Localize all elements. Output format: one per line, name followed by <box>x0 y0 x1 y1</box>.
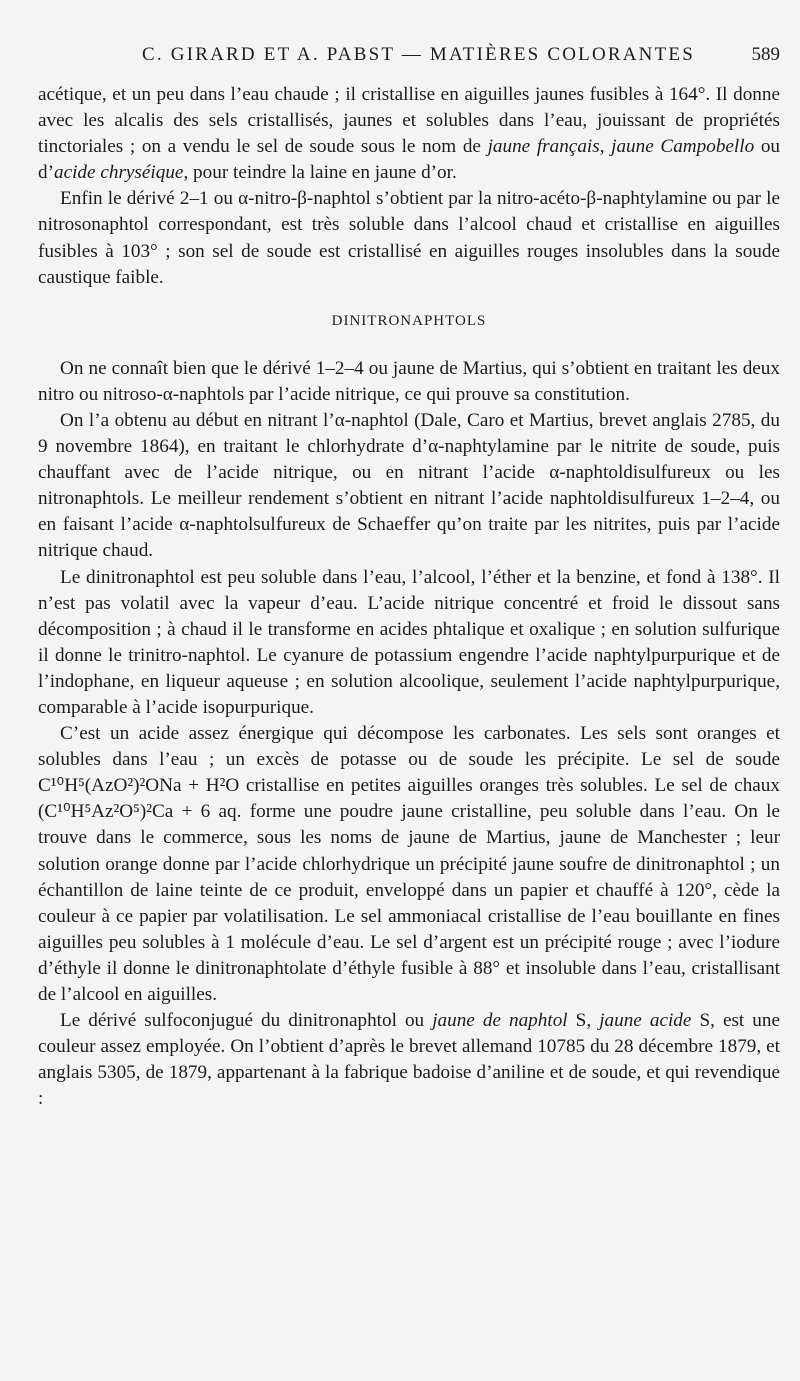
paragraph-2 <box>38 186 780 290</box>
running-title: C. GIRARD ET A. PABST — MATIÈRES COLORANTES <box>142 44 695 65</box>
body-text <box>38 82 780 1112</box>
paragraph-4-text: On l’a obtenu au début en nitrant l’α-naphtol (Dale, Caro et Martius, brevet anglais 2785, du 9 novembre 1864), en traitant le chlorhydrate d’α-naphtylamine par le nitrite de soude, puis chauffant avec de l’acide nitrique, ou en nitrant l’acide α-naphtoldisulfureux ou les nitronaphtols. Le meilleur rendement s’obtient en nitrant l’acide naphtoldisulfureux 1–2–4, ou en faisant l’acide α-naphtolsulfureux de Schaeffer qu’on traite par les nitrites, puis par l’acide nitrique chaud. <box>38 409 780 562</box>
paragraph-3-text: On ne connaît bien que le dérivé 1–2–4 ou jaune de Martius, qui s’obtient en traitant les deux nitro ou nitroso-α-naphtols par l’acide nitrique, ce qui prouve sa constitution. <box>38 357 780 405</box>
section-heading: DINITRONAPHTOLS <box>331 312 487 329</box>
paragraph-1-text-b: ou d’ <box>38 136 781 184</box>
paragraph-7-text-a: Le dérivé sulfoconjugué du dinitronaphtol ou <box>60 1010 433 1032</box>
paragraph-6 <box>38 721 780 1008</box>
page-number: 589 <box>751 44 780 65</box>
paragraph-1 <box>38 82 780 186</box>
paragraph-7-italic-b: jaune acide <box>599 1010 692 1032</box>
paragraph-5 <box>38 565 780 722</box>
paragraph-4 <box>38 408 780 565</box>
paragraph-7 <box>38 1008 780 1112</box>
running-header <box>40 44 780 66</box>
paragraph-2-text: Enfin le dérivé 2–1 ou α-nitro-β-naphtol s’obtient par la nitro-acéto-β-naphtylamine ou par le nitrosonaphtol correspondant, est très soluble dans l’alcool chaud et cristallise en aiguilles fusibles à 103° ; son sel de soude est cristallisé en aiguilles rouges insolubles dans la soude caustique faible. <box>38 188 780 288</box>
paragraph-7-italic-a: jaune de naphtol <box>432 1010 568 1032</box>
paragraph-6-text: C’est un acide assez énergique qui décompose les carbonates. Les sels sont oranges et solubles dans l’eau ; un excès de potasse ou de soude les précipite. Le sel de soude C¹⁰H⁵(AzO²)²ONa + H²O cristallise en petites aiguilles oranges très solubles. Le sel de chaux (C¹⁰H⁵Az²O⁵)²Ca + 6 aq. forme une poudre jaune cristalline, peu soluble dans l’eau. On le trouve dans le commerce, sous les noms de jaune de Martius, jaune de Manchester ; leur solution orange donne par l’acide chlorhydrique un précipité jaune soufre de dinitronaphtol ; un échantillon de laine teinte de ce produit, enveloppé dans un papier et chauffé à 120°, cède la couleur à ce papier par volatilisation. Le sel ammoniacal cristallise de l’eau bouillante en fines aiguilles peu solubles à 1 molécule d’eau. Le sel d’argent est un précipité rouge ; avec l’iodure d’éthyle il donne le dinitronaphtolate d’éthyle fusible à 88° et insoluble dans l’eau, cristallisant de l’alcool en aiguilles. <box>38 723 780 1005</box>
paragraph-1-text-a: acétique, et un peu dans l’eau chaude ; il cristallise en aiguilles jaunes fusibles à 164°. Il donne avec les alcalis des sels cristallisés, jaunes et solubles dans l’eau, jouissant de propriétés tinctoriales ; on a vendu le sel de soude sous le nom de <box>38 84 780 158</box>
paragraph-1-text-c: , pour teindre la laine en jaune d’or. <box>183 162 457 184</box>
paragraph-7-text-c: S, est une couleur assez employée. On l’obtient d’après le brevet allemand 10785 du 28 décembre 1879, et anglais 5305, de 1879, appartenant à la fabrique badoise d’aniline et de soude, et qui revendique : <box>38 1010 780 1110</box>
paragraph-3 <box>38 356 780 408</box>
paragraph-1-italic-a: jaune français, jaune Campobello <box>487 136 755 158</box>
paragraph-5-text: Le dinitronaphtol est peu soluble dans l’eau, l’alcool, l’éther et la benzine, et fond à 138°. Il n’est pas volatil avec la vapeur d’eau. L’acide nitrique concentré et froid le dissout sans décomposition ; à chaud il le transforme en acides phtalique et oxalique ; en solution sulfurique il donne le trinitro-naphtol. Le cyanure de potassium engendre l’acide naphtylpurpurique et de l’indophane, en liqueur aqueuse ; en solution alcoolique, seulement l’acide naphtylpurpurique, comparable à l’acide isopurpurique. <box>38 566 780 718</box>
paragraph-1-italic-b: acide chryséique <box>53 162 184 184</box>
paragraph-7-text-b: S, <box>567 1010 600 1032</box>
